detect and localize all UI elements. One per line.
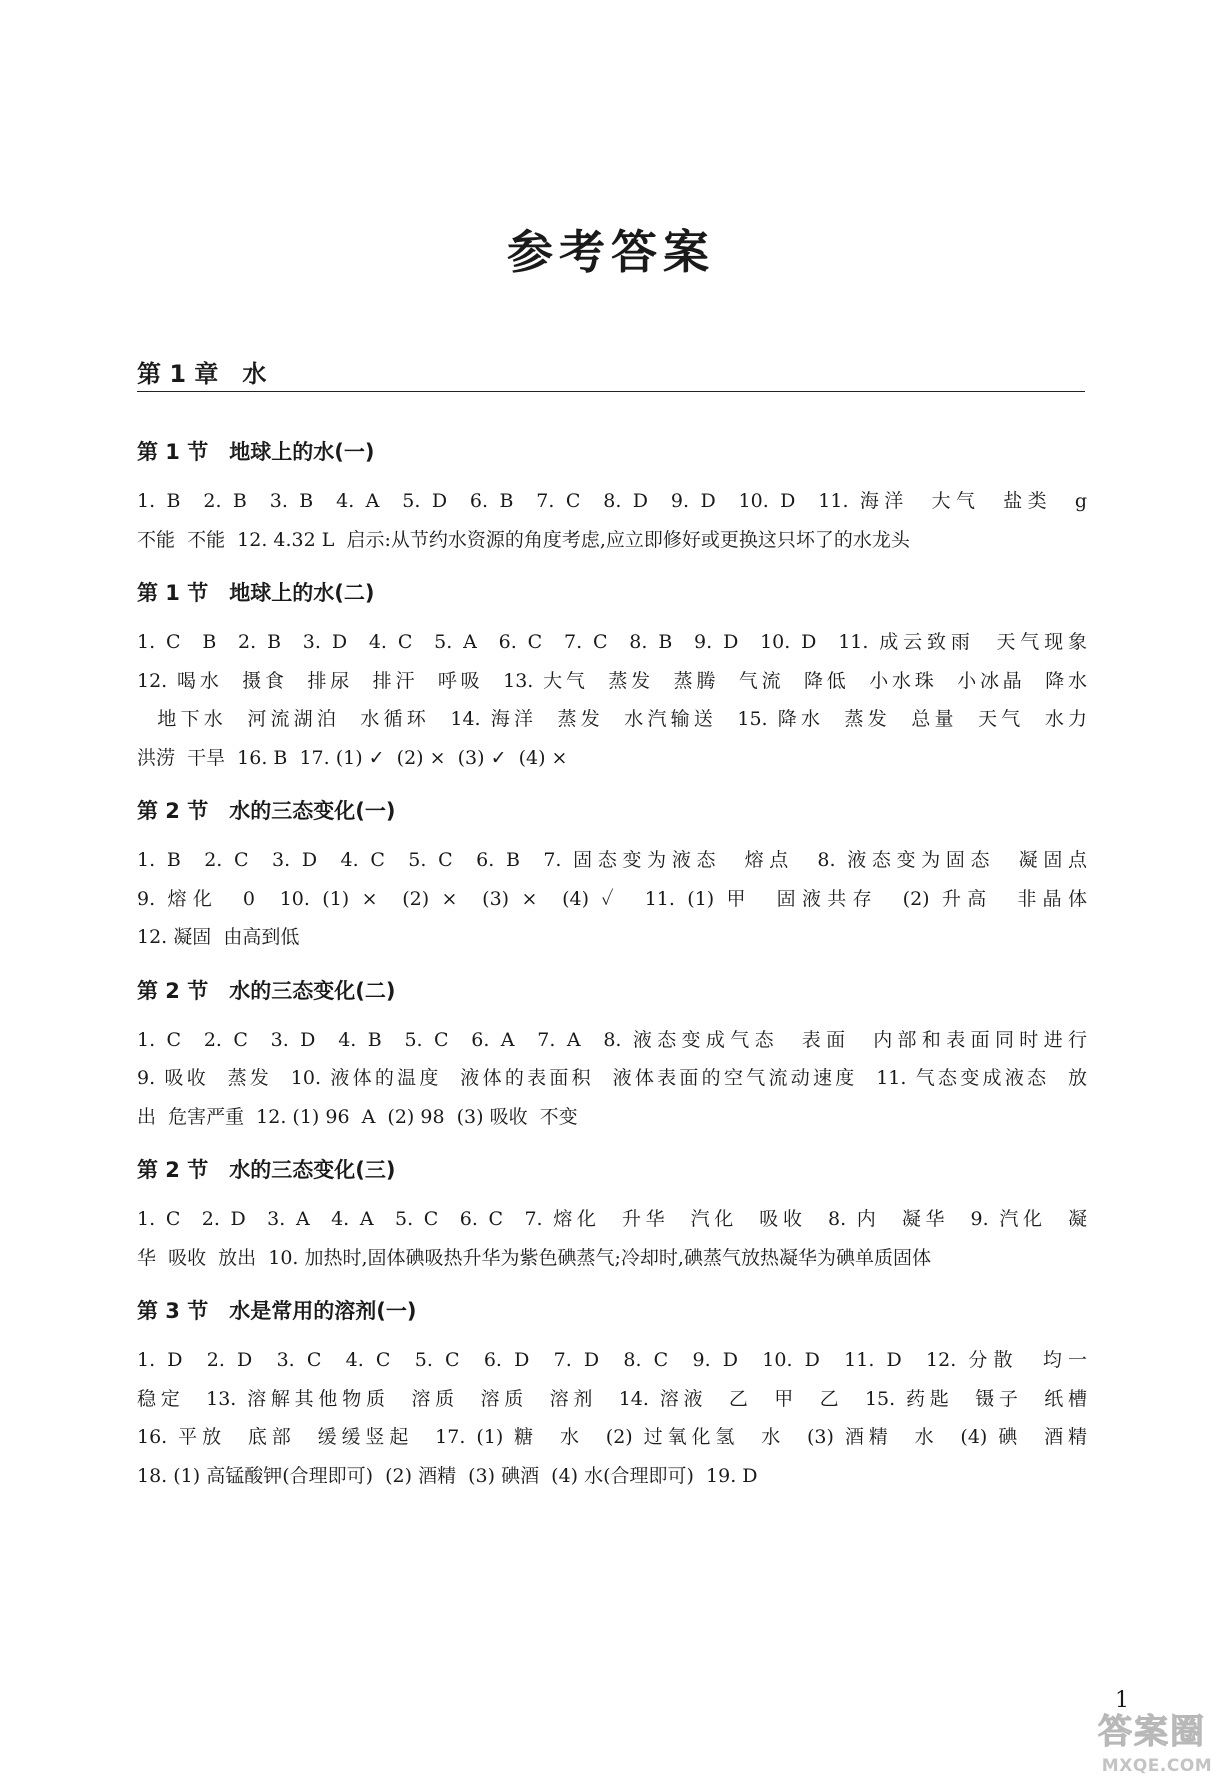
answer-block [137, 623, 1087, 777]
section-1-2-part-1 [137, 791, 1087, 957]
answer-line: 12. 喝水 摄食 排尿 排汗 呼吸 13. 大气 蒸发 蒸腾 气流 降低 小水珠 小冰晶 降水 [137, 669, 1087, 692]
watermark-glyph: 答 [1098, 1712, 1132, 1752]
answer-line: 12. 凝固 由高到低 [137, 926, 300, 948]
answer-line: 9. 熔化 0 10. (1) × (2) × (3) × (4) ✓ 11. (1) 甲 固液共存 (2) 升高 非晶体 [137, 887, 1087, 910]
watermark-glyph: 圈 [1170, 1712, 1204, 1752]
answer-line: 1. C 2. D 3. A 4. A 5. C 6. C 7. 熔化 升华 汽化 吸收 8. 内 凝华 9. 汽化 凝 [137, 1208, 1087, 1230]
answer-block [137, 1341, 1087, 1495]
answer-line: 洪涝 干旱 16. B 17. (1) ✓ (2) × (3) ✓ (4) × [137, 746, 568, 769]
section-1-1-part-2 [137, 573, 1087, 777]
answer-line: 1. B 2. B 3. B 4. A 5. D 6. B 7. C 8. D 9. D 10. D 11. 海洋 大气 盐类 g [137, 490, 1087, 512]
section-heading: 第 2 节 水的三态变化(二) [137, 978, 396, 1003]
answer-line: 出 危害严重 12. (1) 96 A (2) 98 (3) 吸收 不变 [137, 1105, 578, 1128]
section-1-2-part-3 [137, 1150, 1087, 1277]
answer-line: 1. B 2. C 3. D 4. C 5. C 6. B 7. 固态变为液态 熔点 8. 液态变为固态 凝固点 [137, 849, 1087, 871]
answer-line: 地下水 河流湖泊 水循环 14. 海洋 蒸发 水汽输送 15. 降水 蒸发 总量 天气 水力 [137, 708, 1087, 730]
section-heading: 第 2 节 水的三态变化(三) [137, 1158, 396, 1182]
watermark-glyph: 案 [1134, 1712, 1168, 1752]
answer-line: 18. (1) 高锰酸钾(合理即可) (2) 酒精 (3) 碘酒 (4) 水(合理即可) 19. D [137, 1464, 758, 1487]
section-1-2-part-2 [137, 971, 1087, 1137]
watermark-logo [1098, 1710, 1216, 1788]
answer-line: 稳定 13. 溶解其他物质 溶质 溶质 溶剂 14. 溶液 乙 甲 乙 15. 药匙 镊子 纸槽 [137, 1387, 1087, 1410]
section-1-3-part-1 [137, 1291, 1087, 1495]
chapter-heading [137, 357, 1085, 392]
watermark-url: MXQE.COM [1101, 1756, 1213, 1776]
section-heading: 第 1 节 地球上的水(二) [137, 581, 375, 605]
section-heading: 第 2 节 水的三态变化(一) [137, 799, 396, 823]
page-title: 参考答案 [507, 225, 715, 279]
answer-block [137, 482, 1087, 559]
answer-line: 9. 吸收 蒸发 10. 液体的温度 液体的表面积 液体表面的空气流动速度 11. 气态变成液态 放 [137, 1067, 1087, 1089]
section-heading: 第 3 节 水是常用的溶剂(一) [137, 1299, 417, 1323]
answer-line: 不能 不能 12. 4.32 L 启示:从节约水资源的角度考虑,应立即修好或更换这只坏了的水龙头 [137, 528, 910, 551]
chapter-title: 第 1 章 水 [137, 360, 267, 388]
section-heading: 第 1 节 地球上的水(一) [137, 440, 375, 464]
answer-line: 1. D 2. D 3. C 4. C 5. C 6. D 7. D 8. C 9. D 10. D 11. D 12. 分散 均一 [137, 1349, 1087, 1371]
page-number: 1 [1115, 1688, 1129, 1713]
section-1-1-part-1 [137, 432, 1087, 559]
answer-line: 1. C B 2. B 3. D 4. C 5. A 6. C 7. C 8. B 9. D 10. D 11. 成云致雨 天气现象 [137, 631, 1087, 653]
answer-content [137, 432, 1087, 1509]
answer-block [137, 841, 1087, 957]
answer-line: 1. C 2. C 3. D 4. B 5. C 6. A 7. A 8. 液态变成气态 表面 内部和表面同时进行 [137, 1028, 1087, 1051]
answer-line: 16. 平放 底部 缓缓竖起 17. (1) 糖 水 (2) 过氧化氢 水 (3) 酒精 水 (4) 碘 酒精 [137, 1426, 1087, 1448]
answer-line: 华 吸收 放出 10. 加热时,固体碘吸热升华为紫色碘蒸气;冷却时,碘蒸气放热凝华为碘单质固体 [137, 1246, 931, 1269]
answer-block [137, 1200, 1087, 1277]
answer-block [137, 1021, 1087, 1137]
watermark-glyphs [1098, 1710, 1216, 1754]
